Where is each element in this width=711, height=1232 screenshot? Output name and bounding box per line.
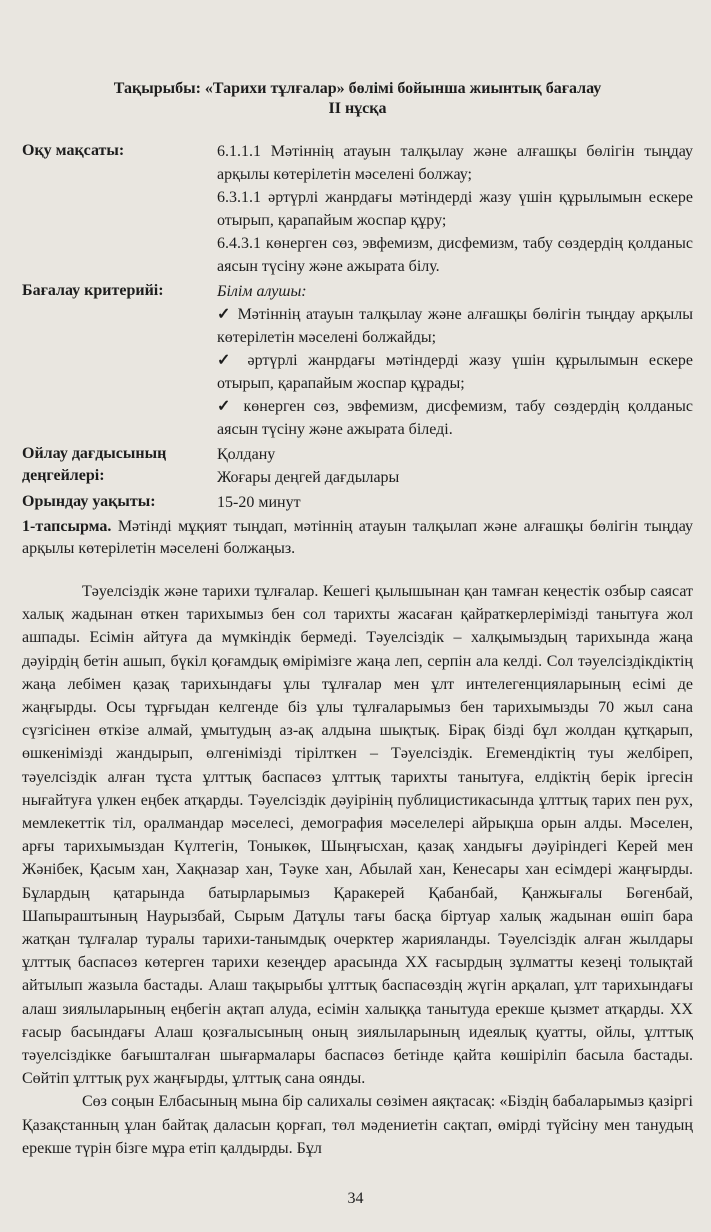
time-value: 15-20 минут [217,494,301,511]
objective-item: 6.3.1.1 әртүрлі жанрдағы мәтіндерді жазу үшін құрылымын ескере отырып, қарапайым жоспар құру; [217,189,693,229]
page-number: 34 [347,1190,364,1207]
text-paragraph: Сөз соңын Елбасының мына бір салихалы сөзімен аяқтасақ: «Біздің бабаларымыз қазіргі Қазақстанның ұлан байтақ даласын қорғап, төл мәдениетін сақтап, өмірді түйсіну мен танудың ерекше түрін бізге мұра етіп қалдырды. Бұл [22,1093,693,1157]
thinking-values [217,443,693,489]
objectives-row [22,140,693,278]
criteria-item: ✓ Мәтіннің атауын талқылау және алғашқы бөлігін тыңдау арқылы көтерілетін мәселені болжайды; [217,303,693,349]
thinking-label: Ойлау дағдысының деңгейлері: [22,445,167,484]
objective-item: 6.1.1.1 Мәтіннің атауын талқылау және алғашқы бөлігін тыңдау арқылы көтерілетін мәселені болжау; [217,143,693,183]
thinking-value: Жоғары деңгей дағдылары [217,469,400,486]
time-label: Орындау уақыты: [22,493,156,510]
criteria-intro: Білім алушы: [217,283,307,300]
criteria-label: Бағалау критерийі: [22,282,164,299]
thinking-row [22,443,693,489]
reading-text [22,580,693,1160]
task-1-text: Мәтінді мұқият тыңдап, мәтіннің атауын талқылап және алғашқы бөлігін тыңдау арқылы көтерілетін мәселені болжаңыз. [22,518,694,557]
objective-item: 6.4.3.1 көнерген сөз, эвфемизм, дисфемизм, табу сөздердің қолданыс аясын түсіну және ажырата білу. [217,235,693,275]
task-1 [22,516,693,560]
variant-label: ІІ нұсқа [328,100,387,117]
time-row [22,491,693,514]
thinking-value: Қолдану [217,446,276,463]
text-paragraph: Тәуелсіздік және тарихи тұлғалар. Кешегі қылышынан қан тамған кеңестік озбыр саясат халық жадынан өткен тарихымыз бен сол тарихты жасаған қайраткерлерімізді танытуға жол ашпады. Есімін айтуға да мүмкіндік бермеді. Тәуелсіздік – халқымыздың тарихында жаңа дәуірдің бетін ашып, бүкіл қоғамдық өмірімізге жаңа леп, серпін ала келді. Сол тәуелсіздікдіктің жаңа лебімен қазақ тарихындағы ұлы тұлғалар мен ұлт интелегенцияларының есімі де жаңғырды. Осы тұрғыдан келгенде біз ұлы тұлғаларымыз бен тарихымызды 70 жыл сана сүзгісінен өткізе алмай, ұмытудың аз-ақ алдына шықтық. Бірақ бізді бұл жолдан құтқарып, өшкенімізді жандырып, өлгенімізді тірілткен – Тәуелсіздік. Егемендіктің туы желбіреп, тәуелсіздік алған тұста ұлттық баспасөз ұлттық тарихты танытуға, елдіктің берік іргесін нығайтуға үлкен еңбек атқарды. Тәуелсіздік дәуірінің публицистикасында ұлттық тарих пен рух, мемлекеттік тіл, оралмандар мәселесі, демография мәселелері айрықша орын алды. Мәселен, арғы тарихымыздан Күлтегін, Тоныкөк, Шыңғысхан, қазақ хандығы дәуіріндегі Керей мен Жәнібек, Қасым хан, Хақназар хан, Тәуке хан, Абылай хан, Кенесары хан есімдері жаңғырды. Бұлардың қатарында батырларымыз Қаракерей Қабанбай, Қанжығалы Бөгенбай, Шапыраштының Наурызбай, Сырым Датұлы тағы басқа біртуар халық жадынан өшіп бара жатқан тұлғалар туралы тарихи-танымдық очерктер жарияланды. Тәуелсіздік алған жылдары ұлттық баспасөз көтерген тарихи кезеңдер арасында ХХ ғасырдың зұлматты кезеңі толықтай айтылып жазыла бастады. Алаш тақырыбы ұлттық баспасөздің жүгін арқалап, ұлт тарихындағы алаш зиялыларының еңбегін ақтап алуда, есімін халыққа танытуда ерекше қызмет атқарды. ХХ ғасыр басындағы Алаш қозғалысының оның зиялыларының идеялық қуатты, ойлы, ұлттық тәуелсіздікке бағышталған шығармалары баспасөз бетінде қайта көшіріліп басыла бастады. Сөйтіп ұлттық рух жаңғырды, ұлттық сана оянды. [22,583,693,1088]
check-icon [217,306,238,323]
objectives-label: Оқу мақсаты: [22,142,125,159]
criteria-list [217,280,693,441]
task-1-label: 1-тапсырма. [22,518,112,535]
check-icon [217,352,247,369]
criteria-item: ✓ әртүрлі жанрдағы мәтіндерді жазу үшін құрылымын ескере отырып, қарапайым жоспар құрады; [217,349,693,395]
criteria-row [22,280,693,441]
objectives-list [217,140,693,278]
page-title: Тақырыбы: «Тарихи тұлғалар» бөлімі бойынша жиынтық бағалау [113,80,602,97]
criteria-item: ✓ көнерген сөз, эвфемизм, дисфемизм, табу сөздердің қолданыс аясын түсіну және ажырата біледі. [217,395,693,441]
check-icon [217,398,244,415]
